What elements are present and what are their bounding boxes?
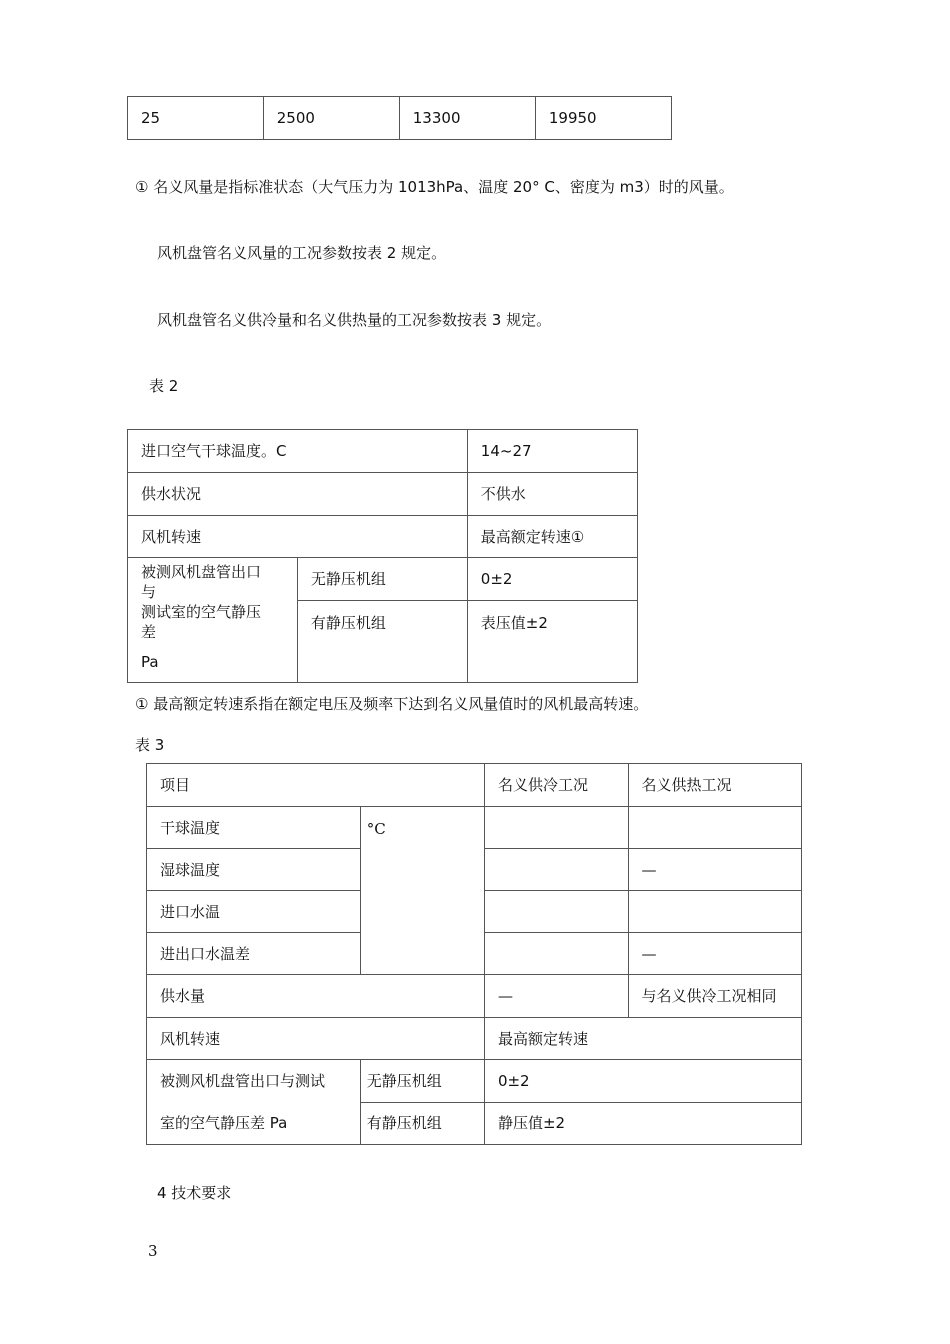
table-cell: 19950: [535, 97, 671, 140]
table3-caption: 表 3: [135, 736, 165, 754]
static-pressure-line: 室的空气静压差 Pa: [160, 1114, 288, 1132]
inlet-temp-label: 进口空气干球温度。C: [128, 430, 468, 473]
table-3: [146, 763, 802, 1145]
no-static-unit-label: 无静压机组: [297, 558, 467, 601]
table-cell: 25: [128, 97, 264, 140]
no-static-unit-label: 无静压机组: [360, 1060, 484, 1103]
static-pressure-line: 被测风机盘管出口: [141, 563, 262, 581]
water-supply-value: 不供水: [467, 473, 637, 516]
static-unit-label: 有静压机组: [360, 1102, 484, 1145]
wet-bulb-heating: —: [628, 849, 802, 891]
water-supply-label: 供水状况: [128, 473, 468, 516]
header-item: 项目: [147, 764, 485, 807]
table-2: [127, 429, 638, 683]
fan-speed-value: 最高额定转速①: [467, 516, 637, 558]
fan-speed-value: 最高额定转速: [484, 1018, 801, 1060]
static-pressure-line: 与: [141, 583, 157, 601]
header-cooling: 名义供冷工况: [484, 764, 628, 807]
static-pressure-line: 差: [141, 623, 157, 641]
no-static-unit-value: 0±2: [484, 1060, 801, 1103]
section-heading: 4 技术要求: [157, 1184, 232, 1202]
static-pressure-label: [147, 1060, 361, 1145]
static-pressure-line: 被测风机盘管出口与测试: [160, 1072, 326, 1090]
water-flow-heating: 与名义供冷工况相同: [628, 975, 802, 1018]
header-heating: 名义供热工况: [628, 764, 802, 807]
static-unit-value: 表压值±2: [467, 601, 637, 683]
static-unit-label: 有静压机组: [297, 601, 467, 683]
fan-speed-label: 风机转速: [147, 1018, 485, 1060]
water-flow-cooling: —: [484, 975, 628, 1018]
inlet-temp-value: 14~27: [467, 430, 637, 473]
dry-bulb-heating: [628, 807, 802, 849]
inlet-water-cooling: [484, 891, 628, 933]
no-static-unit-value: 0±2: [467, 558, 637, 601]
fan-speed-label: 风机转速: [128, 516, 468, 558]
paragraph-table2-ref: 风机盘管名义风量的工况参数按表 2 规定。: [157, 244, 447, 262]
static-pressure-unit: Pa: [141, 653, 159, 671]
inlet-water-heating: [628, 891, 802, 933]
temperature-unit: °C: [360, 807, 484, 975]
dry-bulb-cooling: [484, 807, 628, 849]
static-pressure-line: 测试室的空气静压: [141, 603, 262, 621]
page-number: 3: [148, 1242, 158, 1260]
static-pressure-label: [128, 558, 298, 683]
table-cell: 2500: [263, 97, 399, 140]
footnote-max-speed: ① 最高额定转速系指在额定电压及频率下达到名义风量值时的风机最高转速。: [135, 695, 649, 713]
water-diff-heating: —: [628, 933, 802, 975]
dry-bulb-label: 干球温度: [147, 807, 361, 849]
table2-caption: 表 2: [149, 377, 179, 395]
paragraph-table3-ref: 风机盘管名义供冷量和名义供热量的工况参数按表 3 规定。: [157, 311, 552, 329]
footnote-nominal-airflow: ① 名义风量是指标准状态（大气压力为 1013hPa、温度 20° C、密度为 m3）时的风量。: [135, 178, 734, 196]
water-diff-label: 进出口水温差: [147, 933, 361, 975]
water-flow-label: 供水量: [147, 975, 485, 1018]
water-diff-cooling: [484, 933, 628, 975]
airflow-table: [127, 96, 672, 140]
inlet-water-label: 进口水温: [147, 891, 361, 933]
wet-bulb-label: 湿球温度: [147, 849, 361, 891]
static-unit-value: 静压值±2: [484, 1102, 801, 1145]
table-cell: 13300: [399, 97, 535, 140]
wet-bulb-cooling: [484, 849, 628, 891]
